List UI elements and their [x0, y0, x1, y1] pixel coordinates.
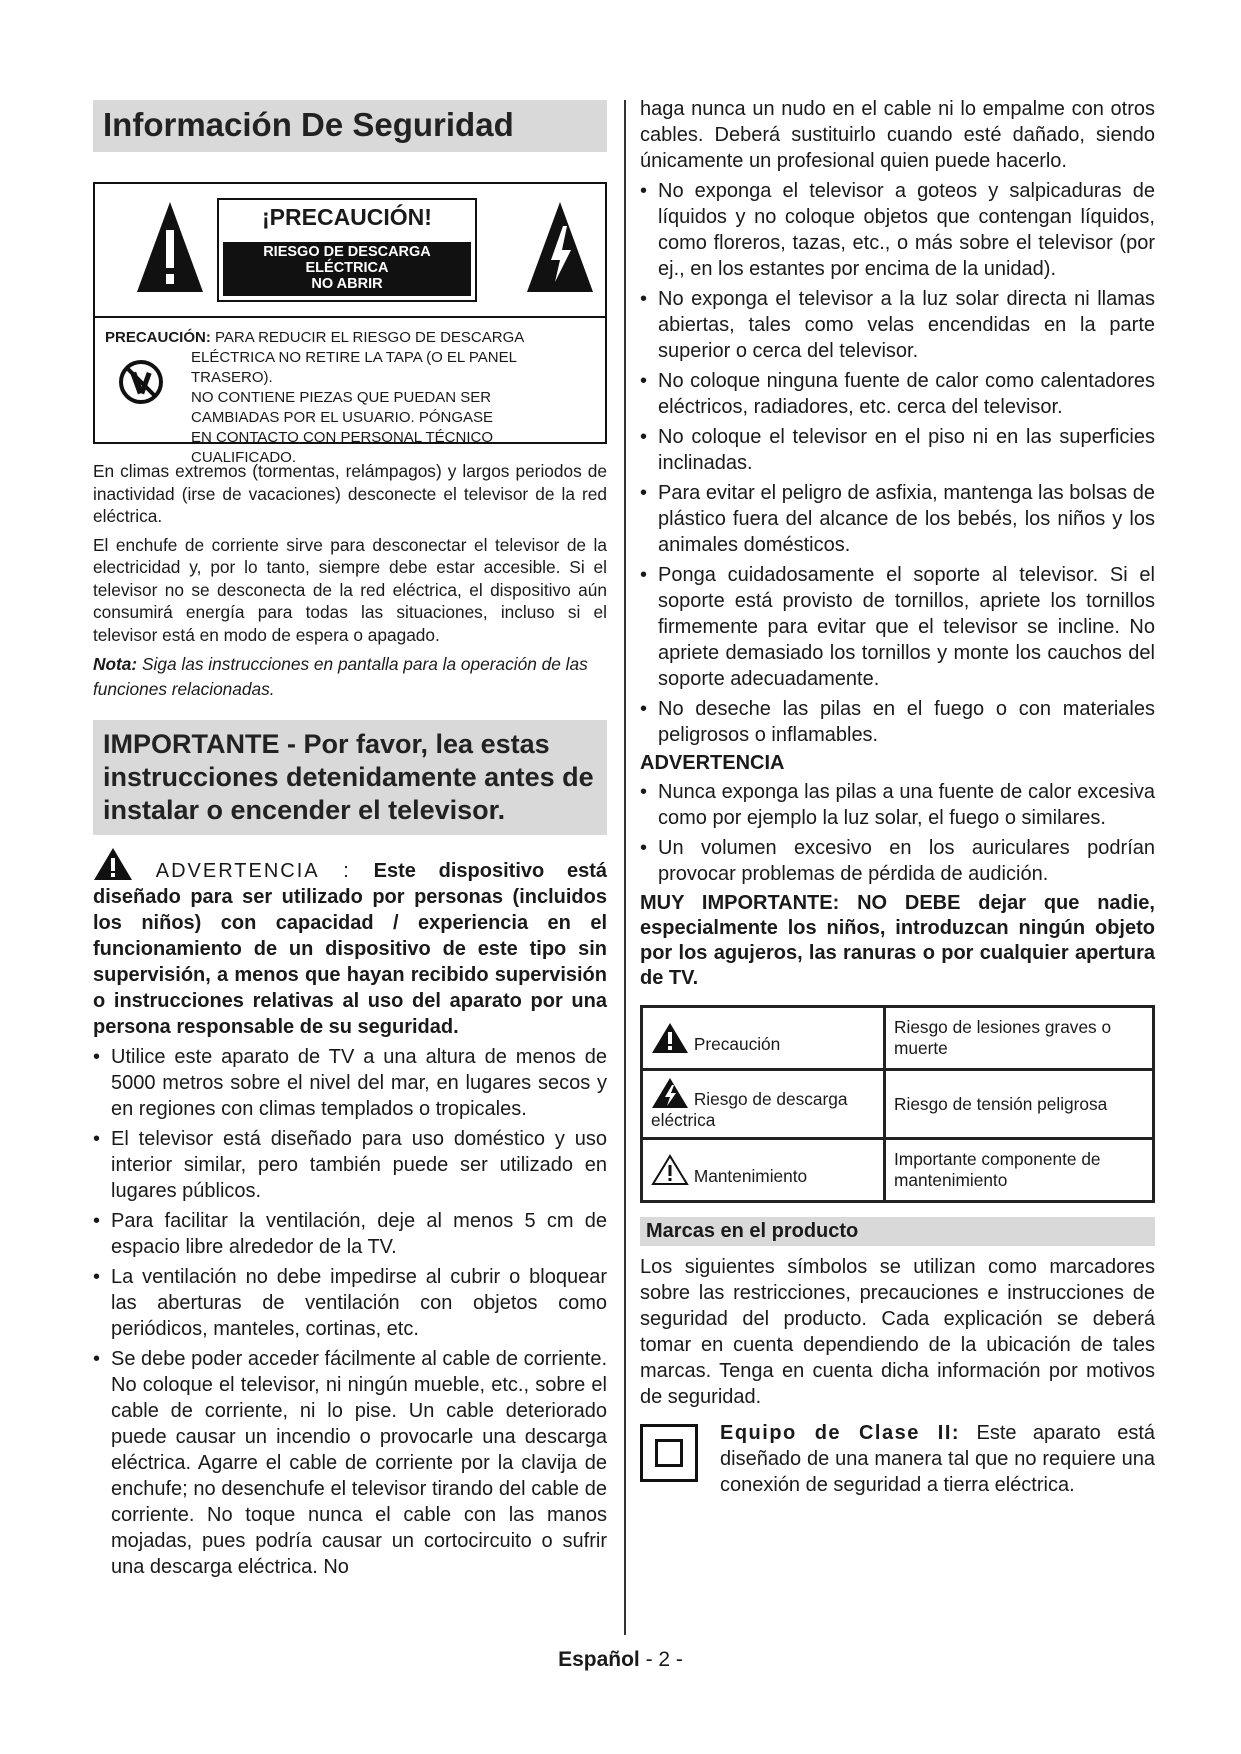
list-item: • El televisor está diseñado para uso doméstico y uso interior similar, pero también puede ser utilizado en lugares públicos. — [93, 1126, 607, 1204]
class2-text: Este aparato está diseñado de una manera tal que no requiere una conexión de seguridad a tierra eléctrica. — [720, 1422, 1155, 1496]
left-column — [93, 100, 607, 1584]
list-item: • Ponga cuidadosamente el soporte al televisor. Si el soporte está provisto de tornillos, apriete los tornillos firmemente para evitar que el televisor se incline. No apriete demasiado los tornillos y monte los cauchos del soporte adecuadamente. — [640, 562, 1155, 692]
column-divider — [624, 100, 626, 1635]
symbol-cell — [642, 1139, 885, 1202]
caution-box-top — [95, 184, 605, 318]
list-item: • Se debe poder acceder fácilmente al cable de corriente. No coloque el televisor, ni ningún mueble, etc., sobre el cable de corriente, ni lo pise. Un cable deteriorado puede causar un incendio o provocarle una descarga eléctrica. Agarre el cable de corriente por la clavija de enchufe; no desenchufe el televisor tirando del cable de corriente. No toque nunca el cable con las manos mojadas, pues podría causar un cortocircuito o sufrir una descarga eléctrica. No — [93, 1346, 607, 1580]
caution-heading: ¡PRECAUCIÓN! — [262, 204, 432, 230]
marks-heading: Marcas en el producto — [640, 1217, 1155, 1246]
caution-text — [95, 318, 605, 468]
caution-line-3: TRASERO). — [191, 369, 273, 386]
caution-line-1: PRECAUCIÓN: PARA REDUCIR EL RIESGO DE DESCARGA — [105, 329, 525, 346]
caution-line-2: ELÉCTRICA NO RETIRE LA TAPA (O EL PANEL — [191, 349, 517, 366]
right-bullet-list — [640, 178, 1155, 748]
advertencia-heading: ADVERTENCIA — [640, 752, 785, 774]
page-footer — [0, 1648, 1241, 1672]
caution-line-7: CUALIFICADO. — [191, 449, 297, 466]
list-item: • Para facilitar la ventilación, deje al menos 5 cm de espacio libre alrededor de la TV. — [93, 1208, 607, 1260]
caution-label — [217, 198, 477, 302]
symbol-label: Mantenimiento — [693, 1165, 808, 1186]
footer-language: Español — [558, 1648, 640, 1671]
page-number: - 2 - — [645, 1648, 683, 1671]
caution-line-4: NO CONTIENE PIEZAS QUE PUEDAN SER — [191, 389, 492, 406]
no-tools-icon — [117, 358, 165, 406]
warning-label: ADVERTENCIA : — [155, 860, 351, 882]
page-title: Información De Seguridad — [93, 100, 607, 152]
shock-risk-line-2: ELÉCTRICA — [305, 260, 389, 276]
symbol-cell — [642, 1007, 885, 1070]
continued-paragraph: haga nunca un nudo en el cable ni lo empalme con otros cables. Deberá sustituirlo cuando esté dañado, siendo únicamente un profesional quien puede hacerlo. — [640, 98, 1155, 172]
list-item: • Utilice este aparato de TV a una altura de menos de 5000 metros sobre el nivel del mar, en lugares secos y en regiones con climas templados o tropicales. — [93, 1044, 607, 1122]
left-bullet-list — [93, 1044, 607, 1580]
warning-paragraph — [93, 847, 607, 1040]
list-item: • No exponga el televisor a la luz solar directa ni llamas abiertas, tales como velas encendidas en la parte superior o cerca del televisor. — [640, 286, 1155, 364]
shock-risk-line-1: RIESGO DE DESCARGA — [263, 244, 431, 260]
symbol-cell — [642, 1070, 885, 1139]
advertencia-list — [640, 779, 1155, 887]
note-paragraph — [93, 652, 607, 702]
list-item: • Para evitar el peligro de asfixia, mantenga las bolsas de plástico fuera del alcance de los bebés, los niños y los animales domésticos. — [640, 480, 1155, 558]
caution-triangle-icon — [651, 1022, 689, 1054]
symbol-label: Riesgo de descarga eléctrica — [651, 1089, 848, 1130]
symbol-label: Precaución — [693, 1033, 781, 1054]
extreme-weather-paragraph: En climas extremos (tormentas, relámpagos) y largos periodos de inactividad (irse de vacaciones) desconecte el televisor de la red eléctrica. — [93, 461, 607, 526]
electric-shock-triangle-icon — [651, 1077, 689, 1109]
list-item: • No deseche las pilas en el fuego o con materiales peligrosos o inflamables. — [640, 696, 1155, 748]
class2-double-square-icon — [640, 1424, 698, 1482]
muy-importante-paragraph: MUY IMPORTANTE: NO DEBE dejar que nadie, especialmente los niños, introduzcan ningún objeto por los agujeros, las ranuras o por cualquier apertura de TV. — [640, 892, 1155, 989]
class2-block — [640, 1420, 1155, 1498]
list-item: • No coloque ninguna fuente de calor como calentadores eléctricos, radiadores, etc. cerca del televisor. — [640, 368, 1155, 420]
marks-paragraph: Los siguientes símbolos se utilizan como marcadores sobre las restricciones, precauciones e instrucciones de seguridad del producto. Cada explicación se deberá tomar en cuenta dependiendo de la ubicación de tales marcas. Tenga en cuenta dicha información por motivos de seguridad. — [640, 1256, 1155, 1408]
symbol-description: Riesgo de tensión peligrosa — [885, 1070, 1154, 1139]
warning-triangle-icon — [93, 847, 133, 881]
class2-label: Equipo de Clase II: — [720, 1422, 961, 1444]
symbol-description: Riesgo de lesiones graves o muerte — [885, 1007, 1154, 1070]
lightning-warning-icon — [525, 200, 595, 294]
note-label: Nota: — [93, 654, 138, 674]
symbol-description: Importante componente de mantenimiento — [885, 1139, 1154, 1202]
caution-box — [93, 182, 607, 466]
shock-risk-line-3: NO ABRIR — [311, 276, 383, 292]
right-column — [640, 96, 1155, 1498]
exclamation-warning-icon — [135, 200, 205, 294]
caution-line-5: CAMBIADAS POR EL USUARIO. PÓNGASE — [191, 409, 494, 426]
shock-risk-label — [223, 242, 471, 296]
list-item: • No coloque el televisor en el piso ni en las superficies inclinadas. — [640, 424, 1155, 476]
maintenance-triangle-icon — [651, 1154, 689, 1186]
list-item: • La ventilación no debe impedirse al cubrir o bloquear las aberturas de ventilación con objetos como periódicos, manteles, cortinas, etc. — [93, 1264, 607, 1342]
list-item: • No exponga el televisor a goteos y salpicaduras de líquidos y no coloque objetos que contengan líquidos, como floreros, tazas, etc., o más sobre el televisor (por ej., en los estantes por encima de la unidad). — [640, 178, 1155, 282]
note-text: Siga las instrucciones en pantalla para la operación de las funciones relacionadas. — [93, 654, 588, 699]
plug-paragraph: El enchufe de corriente sirve para desconectar el televisor de la electricidad y, por lo tanto, siempre debe estar accesible. Si el televisor no se desconecta de la red eléctrica, el dispositivo aún consumirá energía para todas las situaciones, incluso si el televisor está en modo de espera o apagado. — [93, 534, 607, 645]
list-item: • Nunca exponga las pilas a una fuente de calor excesiva como por ejemplo la luz solar, el fuego o similares. — [640, 779, 1155, 831]
table-row — [642, 1070, 1154, 1139]
symbols-table — [640, 1005, 1155, 1203]
table-row — [642, 1007, 1154, 1070]
important-banner: IMPORTANTE - Por favor, lea estas instrucciones detenidamente antes de instalar o encender el televisor. — [93, 720, 607, 835]
table-row — [642, 1139, 1154, 1202]
list-item: • Un volumen excesivo en los auriculares podrían provocar problemas de pérdida de audición. — [640, 835, 1155, 887]
warning-text: Este dispositivo está diseñado para ser utilizado por personas (incluidos los niños) con capacidad / experiencia en el funcionamiento de un dispositivo de este tipo sin supervisión, a menos que hayan recibido supervisión o instrucciones relativas al uso del aparato por una persona responsable de su seguridad. — [93, 860, 607, 1038]
caution-line-6: EN CONTACTO CON PERSONAL TÉCNICO — [191, 429, 493, 446]
